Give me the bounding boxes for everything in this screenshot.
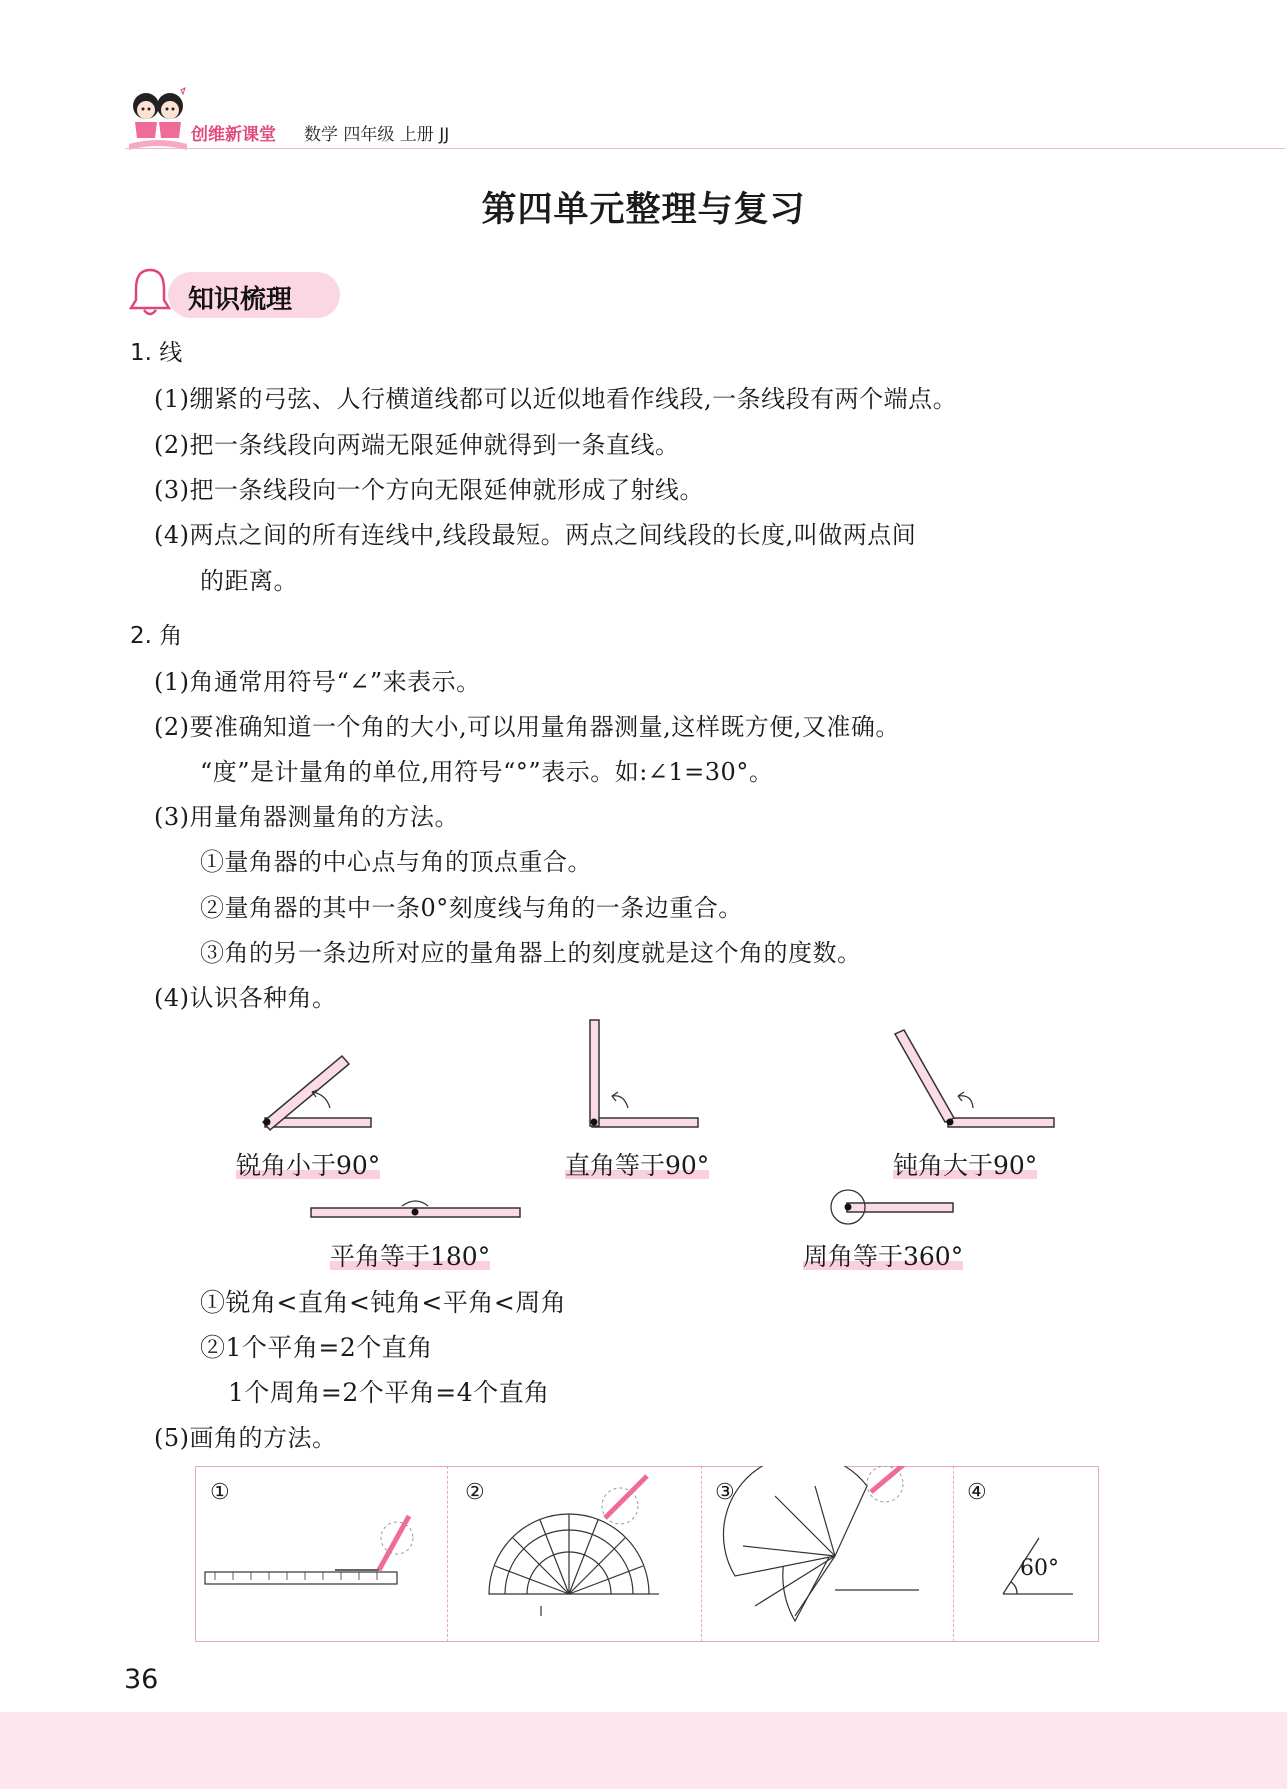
draw-step-4-number: ④ <box>967 1480 987 1505</box>
lines-item-2: (2)把一条线段向两端无限延伸就得到一条直线。 <box>154 431 680 459</box>
right-angle-text: 直角等于90° <box>565 1151 710 1180</box>
ruler-icon <box>205 1570 397 1584</box>
obtuse-angle-text: 钝角大于90° <box>893 1151 1038 1180</box>
page-title: 第四单元整理与复习 <box>481 190 806 230</box>
section-heading-angles: 2. 角 <box>130 623 183 649</box>
section-heading-lines: 1. 线 <box>130 340 183 366</box>
measure-step-3: ③角的另一条边所对应的量角器上的刻度就是这个角的度数。 <box>200 939 862 967</box>
section-badge-label: 知识梳理 <box>188 285 293 315</box>
angle-item-5: (5)画角的方法。 <box>154 1424 337 1452</box>
brand-name: 创维新课堂 <box>191 125 276 145</box>
relation-1: ①锐角<直角<钝角<平角<周角 <box>200 1288 567 1317</box>
header-divider <box>125 148 1285 149</box>
full-angle-label <box>803 1237 963 1273</box>
right-angle-label <box>565 1146 709 1182</box>
acute-angle-text: 锐角小于90° <box>236 1151 381 1180</box>
relation-2: ②1个平角=2个直角 <box>200 1333 433 1362</box>
measure-step-2: ②量角器的其中一条0°刻度线与角的一条边重合。 <box>200 894 743 922</box>
bell-icon <box>128 266 172 318</box>
draw-step-1-number: ① <box>210 1480 230 1505</box>
book-subtitle: 数学 四年级 上册 JJ <box>304 125 450 145</box>
angle-item-2-cont: “度”是计量角的单位,用符号“°”表示。如:∠1=30°。 <box>200 758 774 786</box>
protractor-icon-2 <box>489 1514 659 1616</box>
protractor-icon-3 <box>723 1466 919 1621</box>
obtuse-angle-label <box>893 1146 1037 1182</box>
draw-step-3-number: ③ <box>715 1480 735 1505</box>
angle-item-2: (2)要准确知道一个角的大小,可以用量角器测量,这样既方便,又准确。 <box>154 713 900 741</box>
straight-angle-text: 平角等于180° <box>330 1242 491 1271</box>
lines-item-4-cont: 的距离。 <box>200 567 298 595</box>
angle-item-4: (4)认识各种角。 <box>154 984 337 1012</box>
mascot-logo <box>125 86 191 156</box>
draw-step-2-number: ② <box>465 1480 485 1505</box>
angle-item-3: (3)用量角器测量角的方法。 <box>154 803 459 831</box>
lines-item-3: (3)把一条线段向一个方向无限延伸就形成了射线。 <box>154 476 704 504</box>
draw-steps-illustration <box>195 1466 1097 1642</box>
angle-figures <box>0 1010 1287 1250</box>
acute-angle-label <box>236 1146 380 1182</box>
angle-item-1: (1)角通常用符号“∠”来表示。 <box>154 668 481 696</box>
lines-item-1: (1)绷紧的弓弦、人行横道线都可以近似地看作线段,一条线段有两个端点。 <box>154 385 958 413</box>
lines-item-4: (4)两点之间的所有连线中,线段最短。两点之间线段的长度,叫做两点间 <box>154 521 917 549</box>
relation-3: 1个周角=2个平角=4个直角 <box>228 1378 550 1407</box>
straight-angle-label <box>330 1237 490 1273</box>
pencil-icon <box>379 1516 413 1570</box>
measure-step-1: ①量角器的中心点与角的顶点重合。 <box>200 848 592 876</box>
page-number: 36 <box>124 1664 159 1695</box>
full-angle-text: 周角等于360° <box>803 1242 964 1271</box>
sixty-degree-label: 60° <box>1020 1556 1059 1581</box>
footer-strip <box>0 1712 1287 1789</box>
